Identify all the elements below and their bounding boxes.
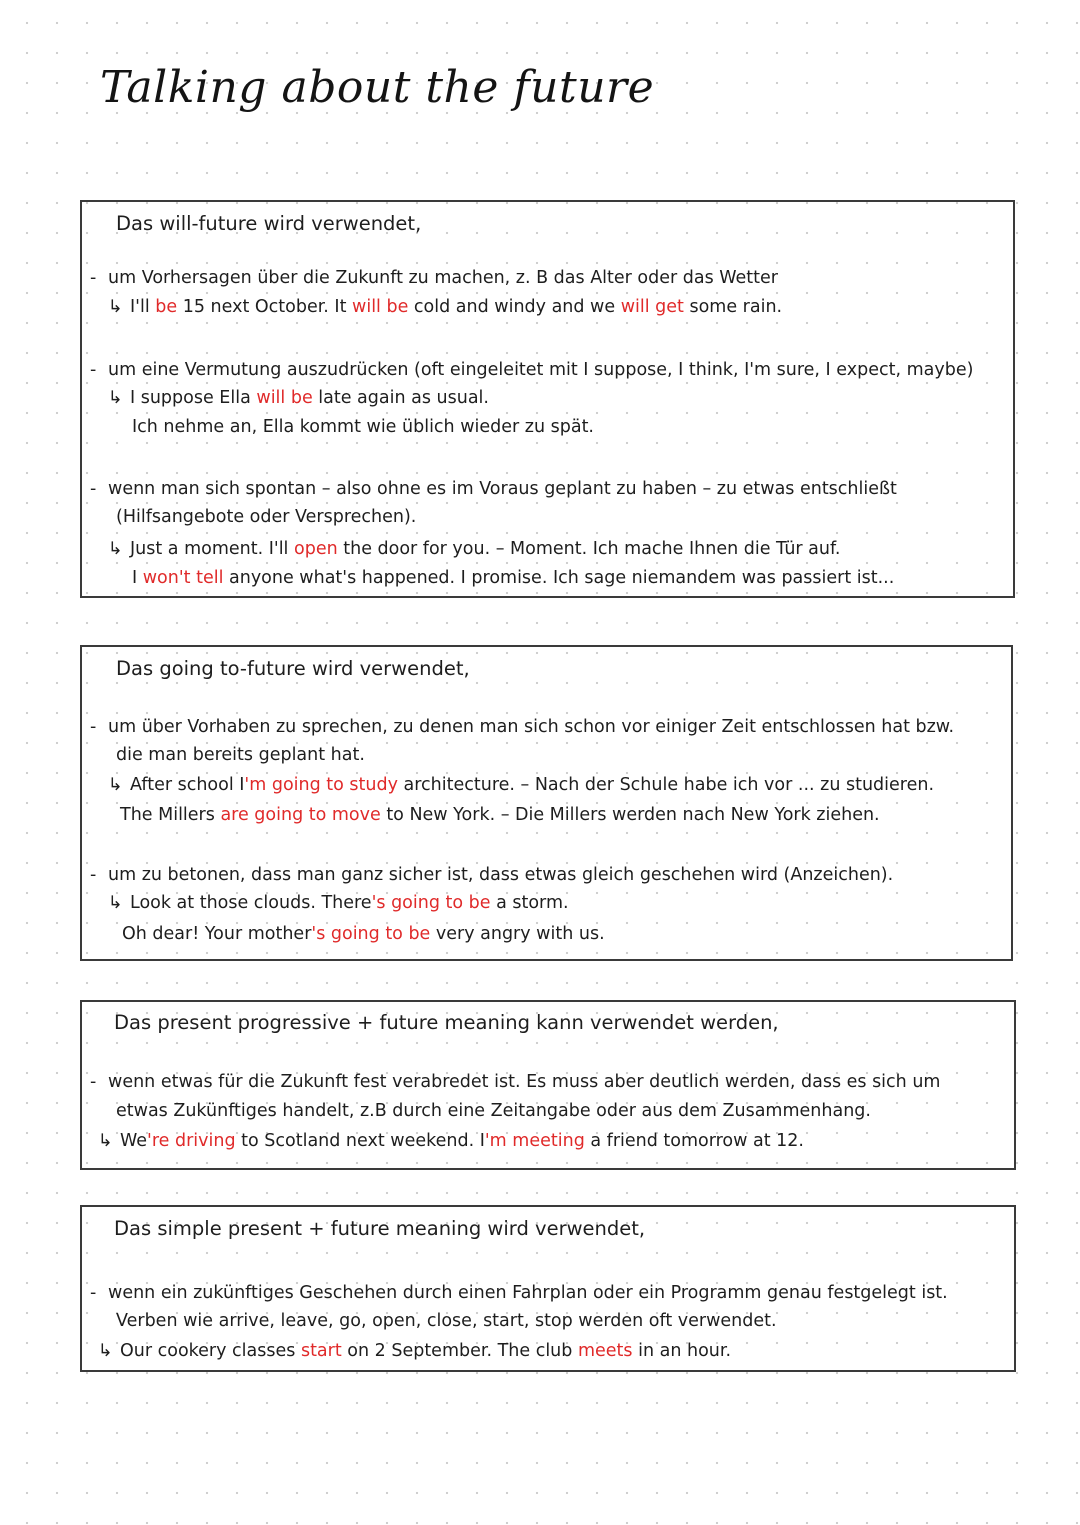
will-example-2: ↳ I suppose Ella will be late again as usual.	[108, 388, 489, 408]
will-rule-3-cont: (Hilfsangebote oder Versprechen).	[116, 507, 417, 527]
simple-present-example-1: ↳ Our cookery classes start on 2 September. The club meets in an hour.	[98, 1341, 732, 1361]
will-future-heading: Das will-future wird verwendet,	[116, 212, 422, 235]
going-to-rule-1: - um über Vorhaben zu sprechen, zu denen man sich schon vor einiger Zeit entschlossen hat bzw.	[90, 717, 955, 737]
present-progressive-box	[80, 1000, 1016, 1170]
going-to-example-3: ↳ Look at those clouds. There's going to be a storm.	[108, 893, 569, 913]
going-to-rule-1-cont: die man bereits geplant hat.	[116, 745, 365, 765]
will-future-box	[80, 200, 1015, 598]
arrow-icon: ↳	[108, 893, 123, 913]
simple-present-heading: Das simple present + future meaning wird verwendet,	[114, 1217, 646, 1240]
arrow-icon: ↳	[108, 297, 123, 317]
simple-present-rule-1-cont: Verben wie arrive, leave, go, open, close, start, stop werden oft verwendet.	[116, 1311, 777, 1331]
going-to-example-4: Oh dear! Your mother's going to be very angry with us.	[122, 924, 605, 944]
present-progressive-rule-1: - wenn etwas für die Zukunft fest verabredet ist. Es muss aber deutlich werden, dass es sich um	[90, 1072, 941, 1092]
going-to-rule-2: - um zu betonen, dass man ganz sicher ist, dass etwas gleich geschehen wird (Anzeichen).	[90, 865, 894, 885]
present-progressive-example-1: ↳ We're driving to Scotland next weekend. I'm meeting a friend tomorrow at 12.	[98, 1131, 804, 1151]
arrow-icon: ↳	[108, 539, 123, 559]
present-progressive-rule-1-cont: etwas Zukünftiges handelt, z.B durch eine Zeitangabe oder aus dem Zusammenhang.	[116, 1101, 871, 1121]
will-example-4: I won't tell anyone what's happened. I promise. Ich sage niemandem was passiert ist...	[132, 568, 895, 588]
will-example-3: ↳ Just a moment. I'll open the door for you. – Moment. Ich mache Ihnen die Tür auf.	[108, 539, 841, 559]
simple-present-rule-1: - wenn ein zukünftiges Geschehen durch einen Fahrplan oder ein Programm genau festgelegt ist.	[90, 1283, 948, 1303]
going-to-example-1: ↳ After school I'm going to study architecture. – Nach der Schule habe ich vor ... zu studieren.	[108, 775, 935, 795]
present-progressive-heading: Das present progressive + future meaning kann verwendet werden,	[114, 1011, 779, 1034]
arrow-icon: ↳	[108, 775, 123, 795]
simple-present-box	[80, 1205, 1016, 1372]
arrow-icon: ↳	[108, 388, 123, 408]
will-rule-1: - um Vorhersagen über die Zukunft zu machen, z. B das Alter oder das Wetter	[90, 268, 778, 288]
arrow-icon: ↳	[98, 1131, 113, 1151]
will-example-1: ↳ I'll be 15 next October. It will be cold and windy and we will get some rain.	[108, 297, 783, 317]
going-to-future-heading: Das going to-future wird verwendet,	[116, 657, 470, 680]
will-rule-2: - um eine Vermutung auszudrücken (oft eingeleitet mit I suppose, I think, I'm sure, I expect, maybe)	[90, 360, 974, 380]
will-example-2-translation: Ich nehme an, Ella kommt wie üblich wieder zu spät.	[132, 417, 594, 437]
will-rule-3: - wenn man sich spontan – also ohne es im Voraus geplant zu haben – zu etwas entschließt	[90, 479, 897, 499]
going-to-example-2: The Millers are going to move to New York. – Die Millers werden nach New York ziehen.	[120, 805, 880, 825]
page-title: Talking about the future	[100, 62, 655, 113]
arrow-icon: ↳	[98, 1341, 113, 1361]
going-to-future-box	[80, 645, 1013, 961]
